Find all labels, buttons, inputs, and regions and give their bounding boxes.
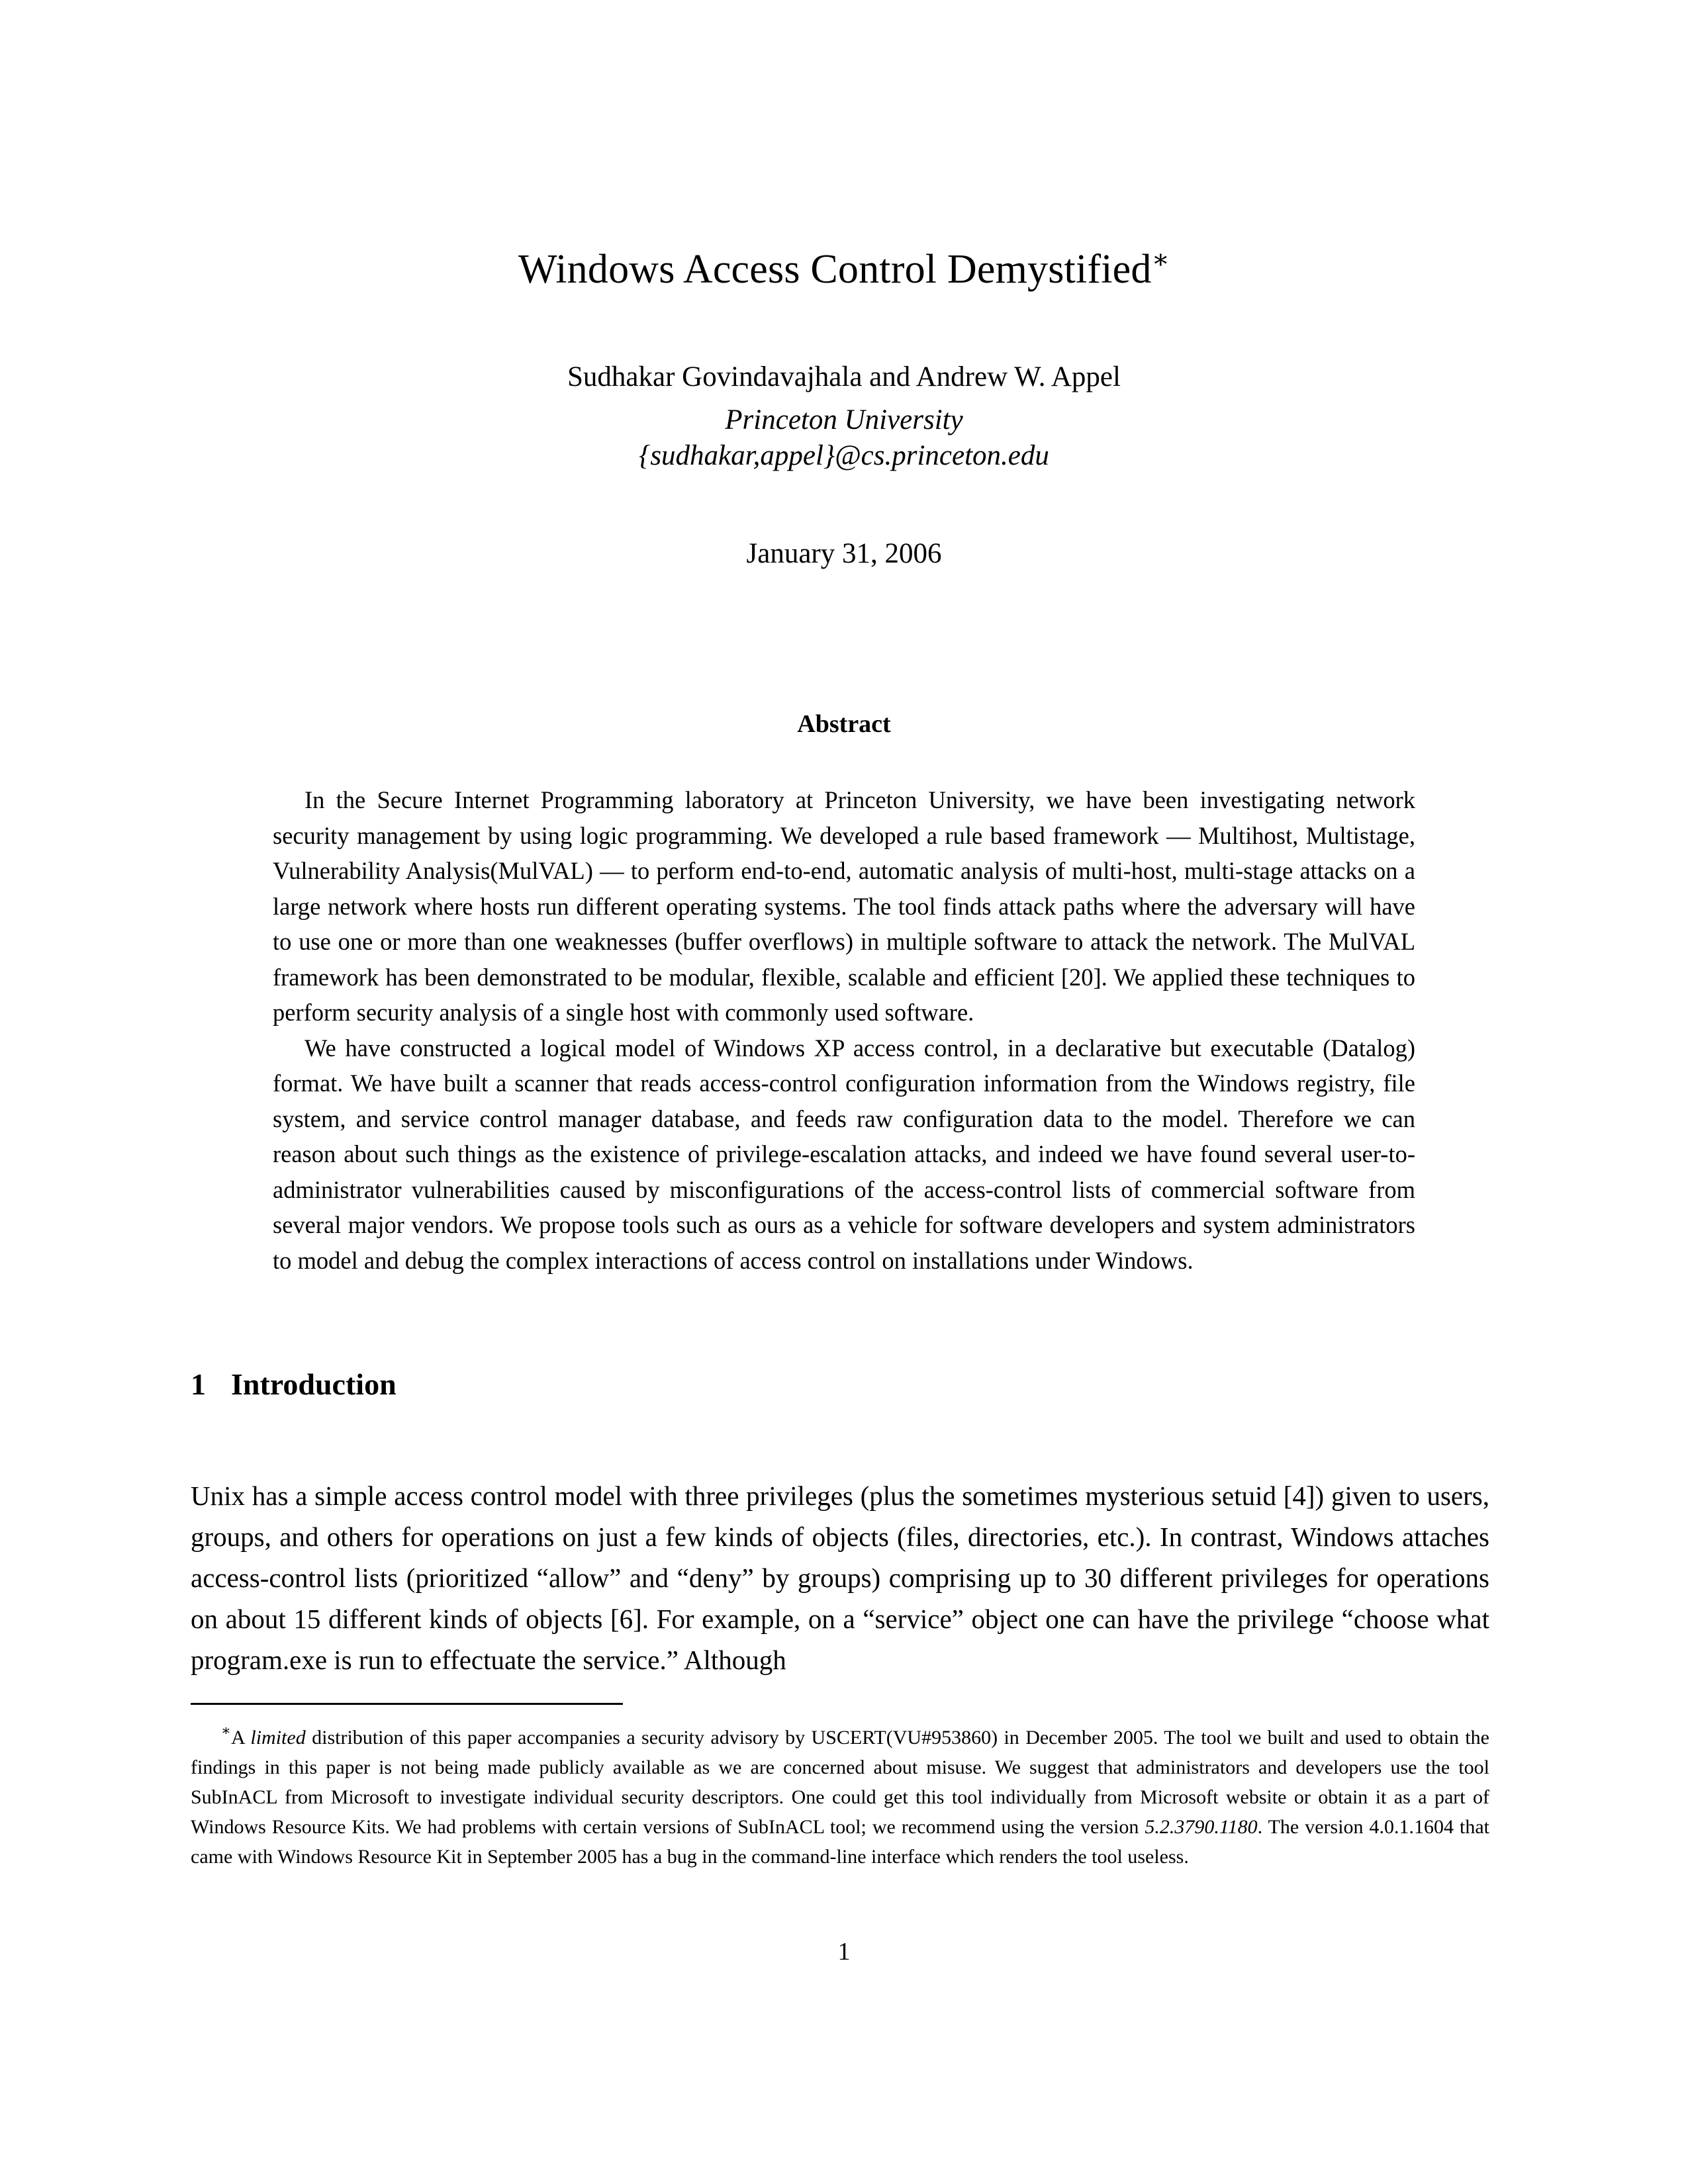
publication-date: January 31, 2006 <box>746 538 942 569</box>
abstract-paragraph: We have constructed a logical model of Windows XP access control, in a declarative but executable (Datalog) format. We have built a scanner that reads access-control configuration information from the Windows registry, file system, and service control manager database, and feeds raw configuration data to the model. Therefore we can reason about such things as the existence of privilege-escalation attacks, and indeed we have found several user-to-administrator vulnerabilities caused by misconfigurations of the access-control lists of commercial software from several major vendors. We propose tools such as ours as a vehicle for software developers and system administrators to model and debug the complex interactions of access control on installations under Windows. <box>273 1034 1415 1274</box>
affiliation: Princeton University <box>725 404 963 435</box>
footnote-part-1: A <box>230 1727 251 1749</box>
footnote-block <box>191 1723 1489 1872</box>
author-email: {sudhakar,appel}@cs.princeton.edu <box>639 440 1049 471</box>
section-body <box>191 1475 1489 1680</box>
footnote-separator-rule <box>191 1703 623 1705</box>
abstract-body <box>273 782 1415 1278</box>
section-title: Introduction <box>231 1367 397 1401</box>
title-text: Windows Access Control Demystified <box>518 246 1152 292</box>
footnote-marker: ∗ <box>221 1722 231 1739</box>
footnote-italic-version: 5.2.3790.1180 <box>1145 1816 1258 1838</box>
section-heading-introduction <box>191 1369 397 1400</box>
abstract-heading: Abstract <box>797 710 891 738</box>
footnote-italic-limited: limited <box>250 1727 306 1749</box>
title-footnote-marker: ∗ <box>1151 244 1170 274</box>
footnote-part-2: distribution of this paper accompanies a security advisory by USCERT(VU#953860) in December 2005. The tool we built and used to obtain the findings in this paper is not being made publicly available as we are concerned about misuse. We suggest that administrators and developers use the tool SubInACL from Microsoft to investigate individual security descriptors. One could get this tool individually from Microsoft website or obtain it as a part of Windows Resource Kits. We had problems with certain versions of SubInACL tool; we recommend using the version <box>191 1727 1489 1838</box>
section-number: 1 <box>191 1367 206 1401</box>
page-title <box>0 246 1688 293</box>
page-number: 1 <box>837 1938 851 1966</box>
body-paragraph: Unix has a simple access control model with three privileges (plus the sometimes mysterious setuid [4]) given to users, groups, and others for operations on just a few kinds of objects (files, directories, etc.). In contrast, Windows attaches access-control lists (prioritized “allow” and “deny” by groups) comprising up to 30 different privileges for operations on about 15 different kinds of objects [6]. For example, on a “service” object one can have the privilege “choose what program.exe is run to effectuate the service.” Although <box>191 1480 1489 1675</box>
abstract-paragraph: In the Secure Internet Programming laboratory at Princeton University, we have been investigating network security management by using logic programming. We developed a rule based framework — Multihost, Multistage, Vulnerability Analysis(MulVAL) — to perform end-to-end, automatic analysis of multi-host, multi-stage attacks on a large network where hosts run different operating systems. The tool finds attack paths where the adversary will have to use one or more than one weaknesses (buffer overflows) in multiple software to attack the network. The MulVAL framework has been demonstrated to be modular, flexible, scalable and efficient [20]. We applied these techniques to perform security analysis of a single host with commonly used software. <box>273 786 1415 1026</box>
footnote-part-3: . The version 4.0.1.1604 that came with Windows Resource Kit in September 2005 has a bug in the command-line interface which renders the tool useless. <box>191 1816 1489 1868</box>
author-list: Sudhakar Govindavajhala and Andrew W. Appel <box>567 361 1121 392</box>
footnote-text <box>191 1723 1489 1872</box>
